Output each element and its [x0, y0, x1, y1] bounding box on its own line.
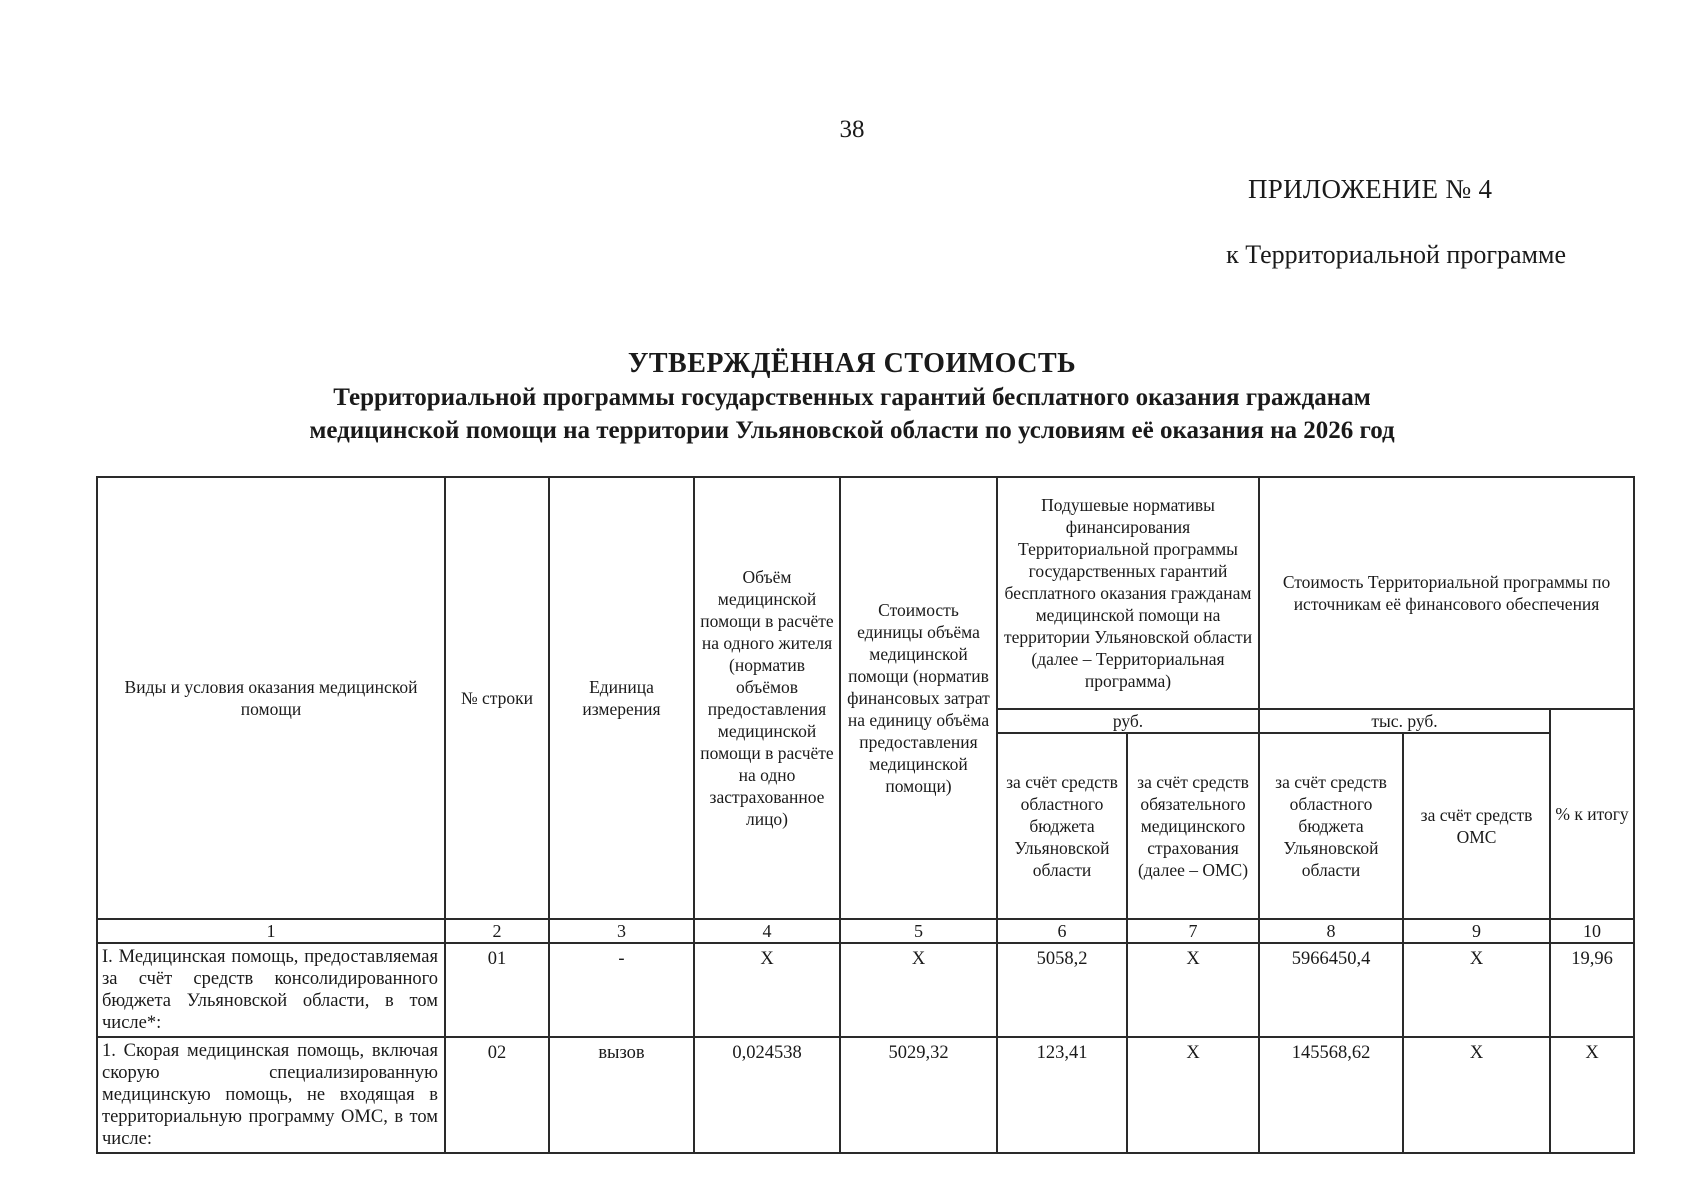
row-percent: 19,96: [1550, 943, 1634, 1037]
row-cost-oms: Х: [1403, 943, 1550, 1037]
column-number: 8: [1259, 919, 1403, 943]
row-volume: 0,024538: [694, 1037, 840, 1153]
title-line-2: Территориальной программы государственных гарантий бесплатного оказания гражданам: [333, 384, 1371, 411]
appendix-subtitle: к Территориальной программе: [1226, 240, 1566, 269]
row-cost-budget: 5966450,4: [1259, 943, 1403, 1037]
header-unit: Единица измерения: [549, 477, 694, 919]
column-number: 10: [1550, 919, 1634, 943]
row-volume: Х: [694, 943, 840, 1037]
row-per-capita-budget: 123,41: [997, 1037, 1127, 1153]
row-label: 1. Скорая медицинская помощь, включая скорую специализированную медицинскую помощь, не входящая в территориальную программу ОМС, в том числе:: [97, 1037, 445, 1153]
column-number: 4: [694, 919, 840, 943]
header-per-capita-group: Подушевые нормативы финансирования Территориальной программы государственных гарантий бесплатного оказания гражданам медицинской помощи на территории Ульяновской области (далее – Территориальная программа): [997, 477, 1259, 709]
header-volume: Объём медицинской помощи в расчёте на одного жителя (норматив объёмов предоставления медицинской помощи в расчёте на одно застрахованное лицо): [694, 477, 840, 919]
column-number: 6: [997, 919, 1127, 943]
header-per-capita-oms: за счёт средств обязательного медицинского страхования (далее – ОМС): [1127, 733, 1259, 919]
row-per-capita-oms: Х: [1127, 1037, 1259, 1153]
row-label: I. Медицинская помощь, предоставляемая за счёт средств консолидированного бюджета Ульяновской области, в том числе*:: [97, 943, 445, 1037]
header-kinds-of-care: Виды и условия оказания медицинской помощи: [97, 477, 445, 919]
header-unit-thousand-rub: тыс. руб.: [1259, 709, 1550, 733]
title-line-3: медицинской помощи на территории Ульяновской области по условиям её оказания на 2026 год: [309, 417, 1395, 444]
page-number: 38: [839, 116, 865, 143]
header-unit-rub: руб.: [997, 709, 1259, 733]
appendix-title: ПРИЛОЖЕНИЕ № 4: [1248, 174, 1493, 204]
row-unit-cost: 5029,32: [840, 1037, 997, 1153]
row-per-capita-oms: Х: [1127, 943, 1259, 1037]
row-cost-oms: Х: [1403, 1037, 1550, 1153]
column-number: 9: [1403, 919, 1550, 943]
header-cost-group: Стоимость Территориальной программы по источникам её финансового обеспечения: [1259, 477, 1634, 709]
header-row-number: № строки: [445, 477, 549, 919]
column-number: 7: [1127, 919, 1259, 943]
row-number: 01: [445, 943, 549, 1037]
row-number: 02: [445, 1037, 549, 1153]
document-title: [0, 346, 1704, 447]
column-number: 3: [549, 919, 694, 943]
title-main: УТВЕРЖДЁННАЯ СТОИМОСТЬ: [627, 348, 1077, 379]
row-unit: -: [549, 943, 694, 1037]
header-cost-budget: за счёт средств областного бюджета Ульяновской области: [1259, 733, 1403, 919]
row-cost-budget: 145568,62: [1259, 1037, 1403, 1153]
header-percent: % к итогу: [1550, 709, 1634, 919]
column-number: 2: [445, 919, 549, 943]
header-cost-oms: за счёт средств ОМС: [1403, 733, 1550, 919]
row-unit: вызов: [549, 1037, 694, 1153]
header-unit-cost: Стоимость единицы объёма медицинской помощи (норматив финансовых затрат на единицу объёма предоставления медицинской помощи): [840, 477, 997, 919]
cost-table: [96, 476, 1635, 1154]
row-percent: Х: [1550, 1037, 1634, 1153]
column-number: 1: [97, 919, 445, 943]
table-row: [97, 943, 1634, 1037]
column-numbers-row: [97, 919, 1634, 943]
header-per-capita-budget: за счёт средств областного бюджета Ульяновской области: [997, 733, 1127, 919]
row-unit-cost: Х: [840, 943, 997, 1037]
row-per-capita-budget: 5058,2: [997, 943, 1127, 1037]
column-number: 5: [840, 919, 997, 943]
table-row: [97, 1037, 1634, 1153]
